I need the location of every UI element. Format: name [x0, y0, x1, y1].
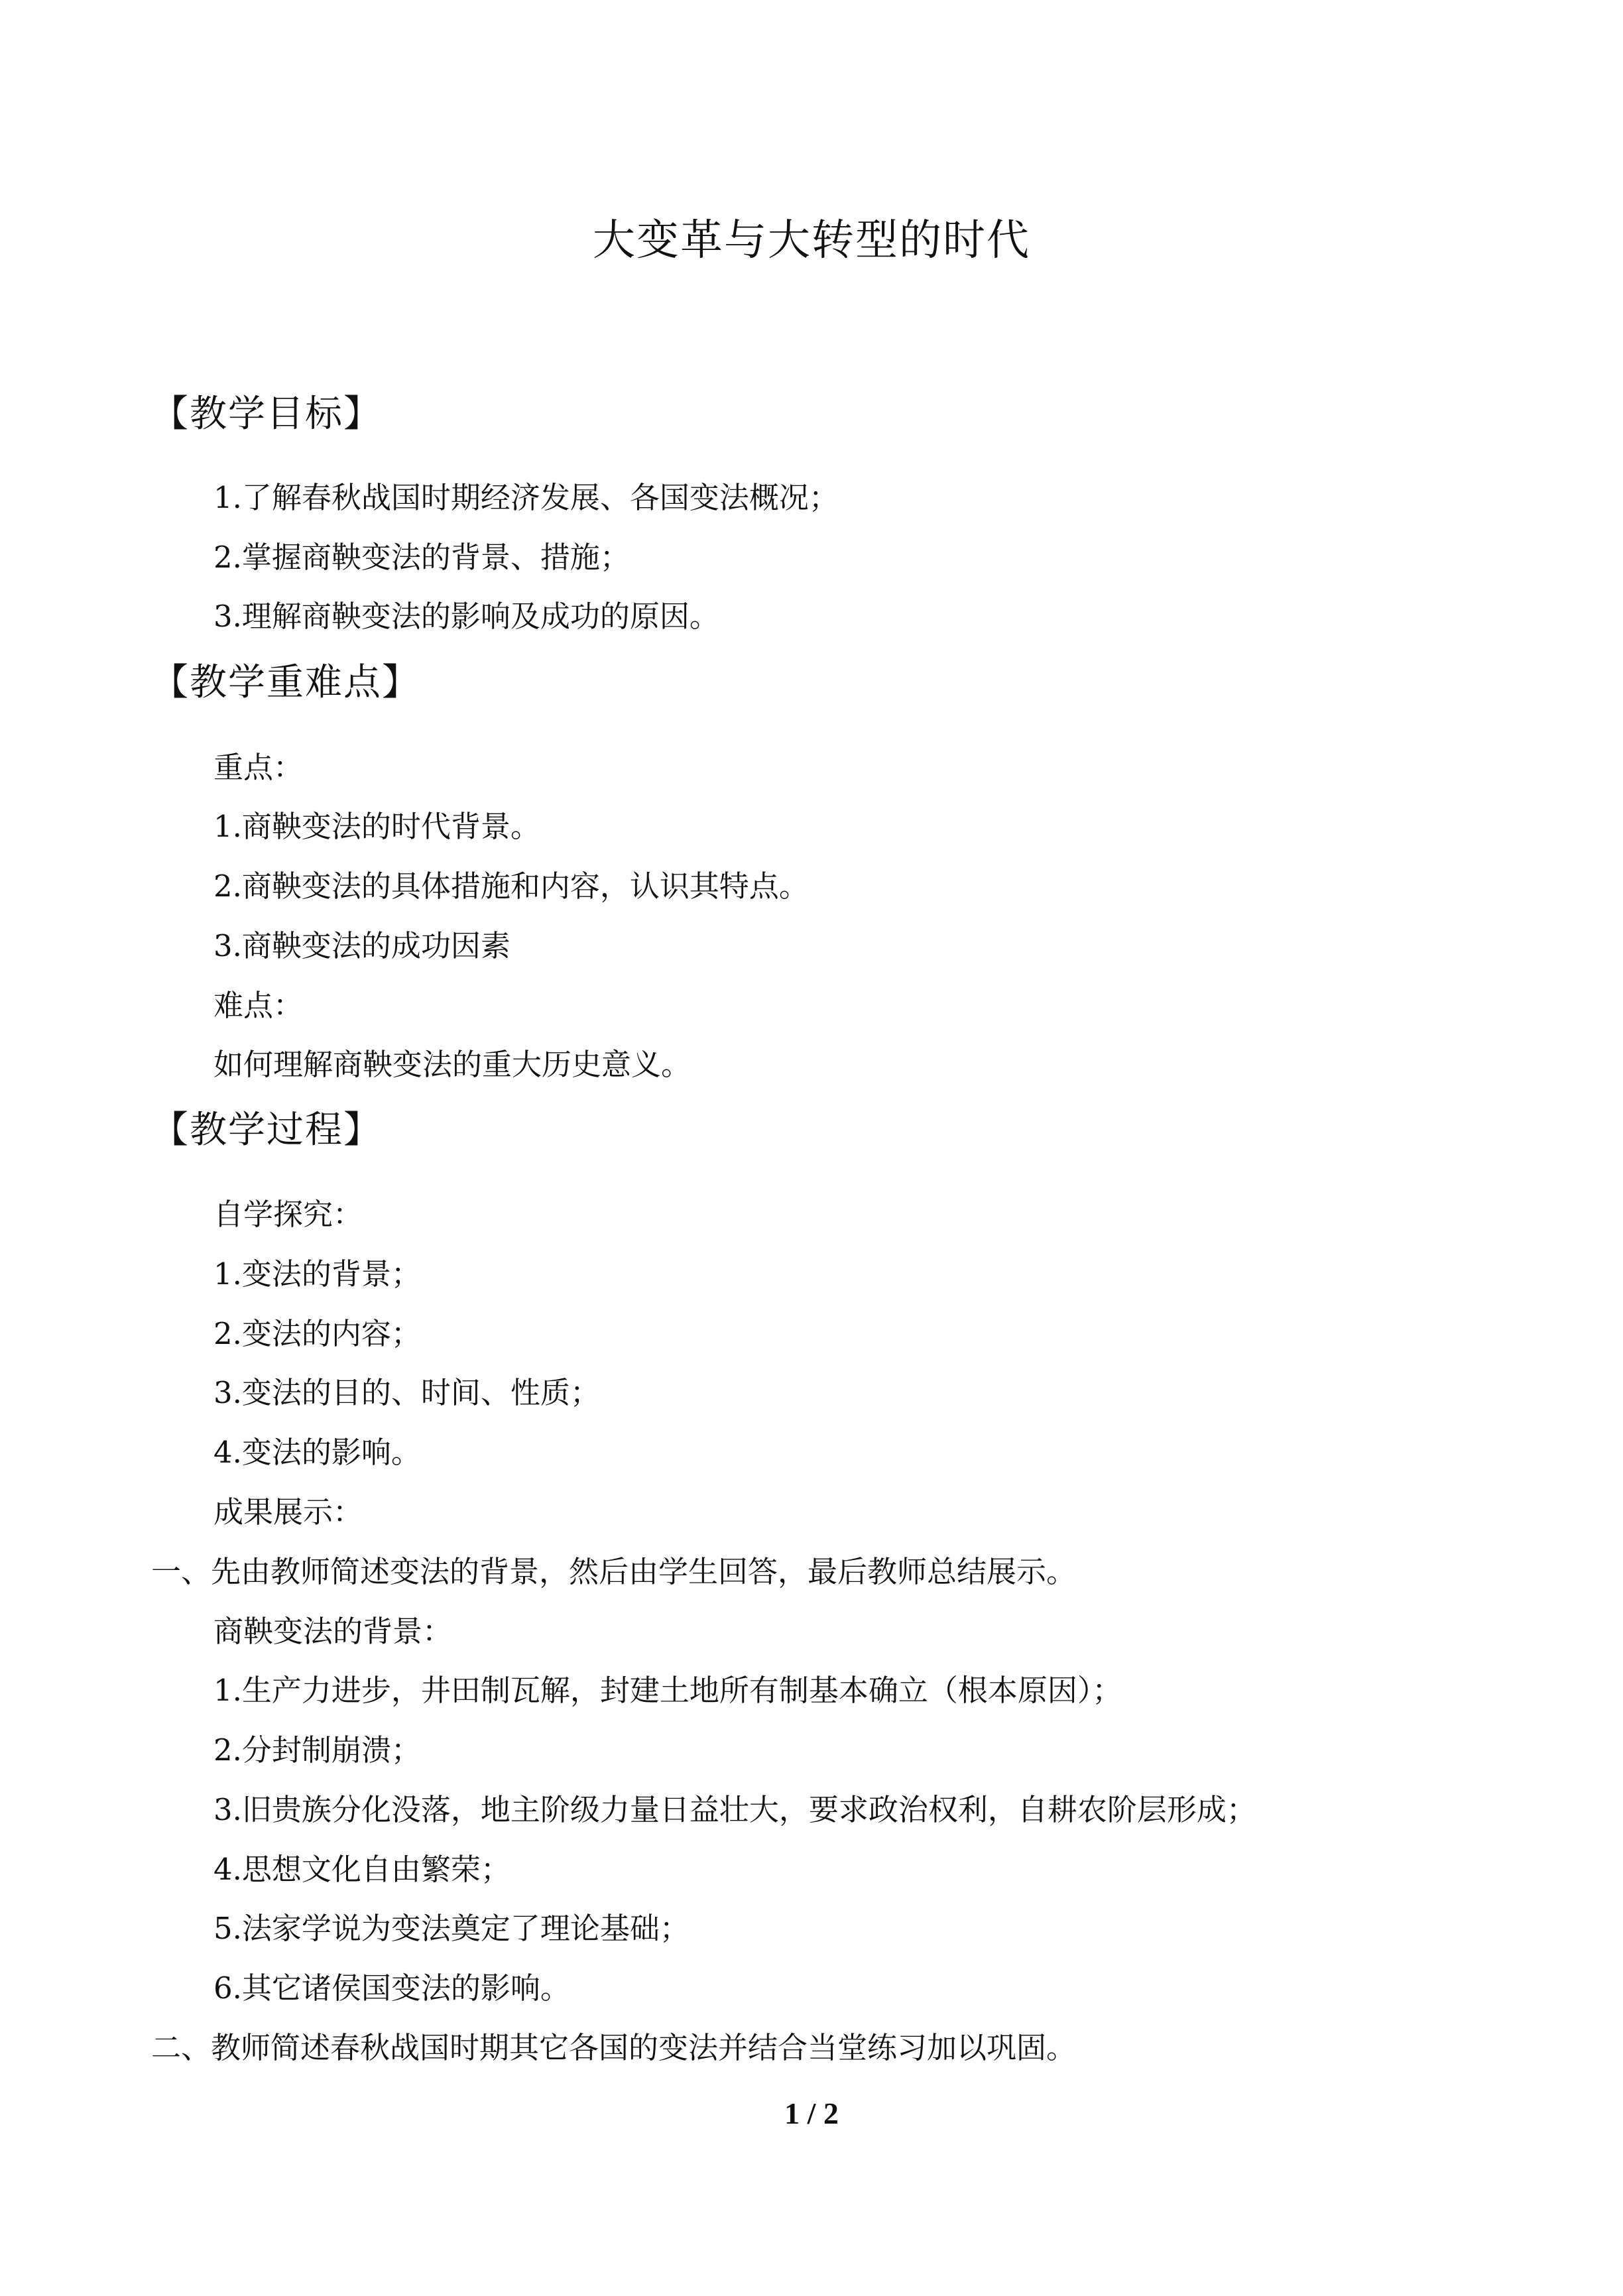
background-label: 商鞅变法的背景：	[213, 1614, 453, 1649]
background-item: 5.法家学说为变法奠定了理论基础；	[213, 1911, 690, 1946]
self-study-item: 1.变法的背景；	[213, 1256, 421, 1292]
results-label: 成果展示：	[213, 1494, 363, 1530]
background-item: 1.生产力进步，井田制瓦解，封建土地所有制基本确立（根本原因）；	[213, 1673, 1122, 1708]
objective-item: 1.了解春秋战国时期经济发展、各国变法概况；	[213, 480, 839, 515]
section-heading-process: 【教学过程】	[151, 1109, 382, 1152]
difficulty-label: 难点：	[213, 988, 304, 1023]
background-item: 4.思想文化自由繁荣；	[213, 1852, 511, 1887]
background-item: 2.分封制崩溃；	[213, 1732, 421, 1768]
page-number: 1 / 2	[784, 2096, 839, 2130]
objective-item: 3.理解商鞅变法的影响及成功的原因。	[213, 599, 719, 634]
background-item: 6.其它诸侯国变法的影响。	[213, 1970, 570, 2006]
difficulty-item: 如何理解商鞅变法的重大历史意义。	[213, 1047, 691, 1082]
focus-item: 3.商鞅变法的成功因素	[213, 928, 511, 963]
document-title: 大变革与大转型的时代	[593, 216, 1030, 265]
section-heading-key-points: 【教学重难点】	[151, 661, 420, 704]
objective-item: 2.掌握商鞅变法的背景、措施；	[213, 540, 630, 575]
focus-item: 1.商鞅变法的时代背景。	[213, 809, 540, 844]
background-item: 3.旧贵族分化没落，地主阶级力量日益壮大，要求政治权利，自耕农阶层形成；	[213, 1792, 1256, 1827]
self-study-item: 3.变法的目的、时间、性质；	[213, 1375, 600, 1410]
self-study-label: 自学探究：	[213, 1197, 363, 1232]
focus-item: 2.商鞅变法的具体措施和内容，认识其特点。	[213, 869, 809, 904]
process-step-two: 二、教师简述春秋战国时期其它各国的变法并结合当堂练习加以巩固。	[151, 2030, 1077, 2065]
self-study-item: 2.变法的内容；	[213, 1316, 421, 1351]
focus-label: 重点：	[213, 750, 304, 785]
process-step-one: 一、先由教师简述变法的背景，然后由学生回答，最后教师总结展示。	[151, 1554, 1077, 1589]
section-heading-objectives: 【教学目标】	[151, 393, 382, 436]
self-study-item: 4.变法的影响。	[213, 1435, 421, 1470]
